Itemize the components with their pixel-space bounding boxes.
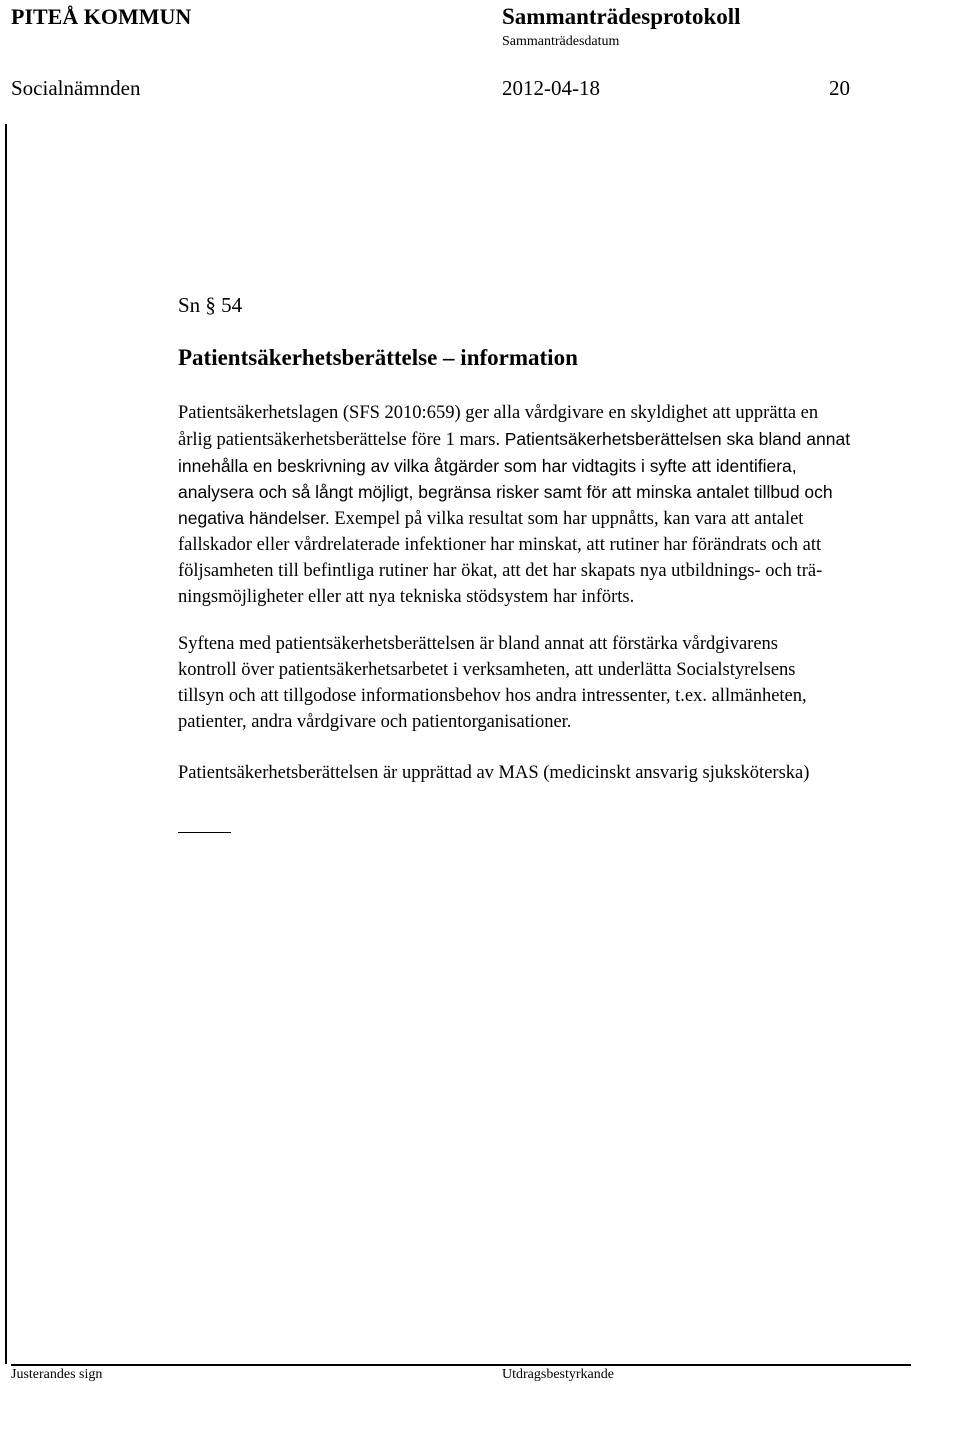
paragraph-line: analysera och så långt möjligt, begränsa risker samt för att minska antalet tillbud och [178,482,833,502]
paragraph-law [178,400,850,610]
paragraph-line-text: årlig patientsäkerhetsberättelse före 1 mars. [178,430,501,450]
extract-certification-label: Utdragsbestyrkande [502,1367,614,1382]
paragraph-line: Syftena med patientsäkerhetsberättelsen är bland annat att förstärka vårdgivarens [178,634,778,654]
committee-name: Socialnämnden [11,76,141,100]
paragraph-line [178,426,850,453]
paragraph-line-text: Patientsäkerhetslagen (SFS 2010:659) ger alla vårdgivare en skyldighet att upprätta en [178,403,819,423]
section-end-mark [178,832,231,833]
paragraph-line: fallskador eller vårdrelaterade infektioner har minskat, att rutiner har förändrats och att [178,535,822,555]
paragraph-line: ningsmöjligheter eller att nya tekniska stödsystem har införts. [178,587,635,607]
paragraph-author [178,760,809,786]
paragraph-line-text: Patientsäkerhetsberättelsen ska bland annat [504,429,851,449]
paragraph-purpose [178,631,807,735]
meeting-date-label: Sammanträdesdatum [502,34,620,49]
signature-label: Justerandes sign [11,1367,103,1382]
paragraph-line: Patientsäkerhetsberättelsen är upprättad av MAS (medicinskt ansvarig sjuksköterska) [178,763,810,783]
paragraph-line-text: Exempel på vilka resultat som har uppnåtts, kan vara att antalet [334,509,804,529]
document-title: Sammanträdesprotokoll [502,4,741,29]
meeting-date: 2012-04-18 [502,76,600,100]
footer-rule [11,1364,911,1366]
paragraph-line [178,400,850,426]
left-margin-rule [5,124,7,1364]
paragraph-line-text: negativa händelser. [178,508,330,528]
paragraph-line: följsamheten till befintliga rutiner har ökat, att det har skapats nya utbildnings- och trä- [178,561,823,581]
paragraph-line: tillsyn och att tillgodose informationsbehov hos andra intressenter, t.ex. allmänheten, [178,686,807,706]
page-number: 20 [829,76,850,100]
paragraph-line: kontroll över patientsäkerhetsarbetet i verksamheten, att underlätta Socialstyrelsens [178,660,796,680]
section-number: Sn § 54 [178,293,243,317]
section-title: Patientsäkerhetsberättelse – information [178,345,578,370]
organization-name: PITEÅ KOMMUN [11,4,192,29]
paragraph-line [178,505,850,532]
paragraph-line: innehålla en beskrivning av vilka åtgärder som har vidtagits i syfte att identifiera, [178,456,797,476]
paragraph-line: patienter, andra vårdgivare och patientorganisationer. [178,712,572,732]
